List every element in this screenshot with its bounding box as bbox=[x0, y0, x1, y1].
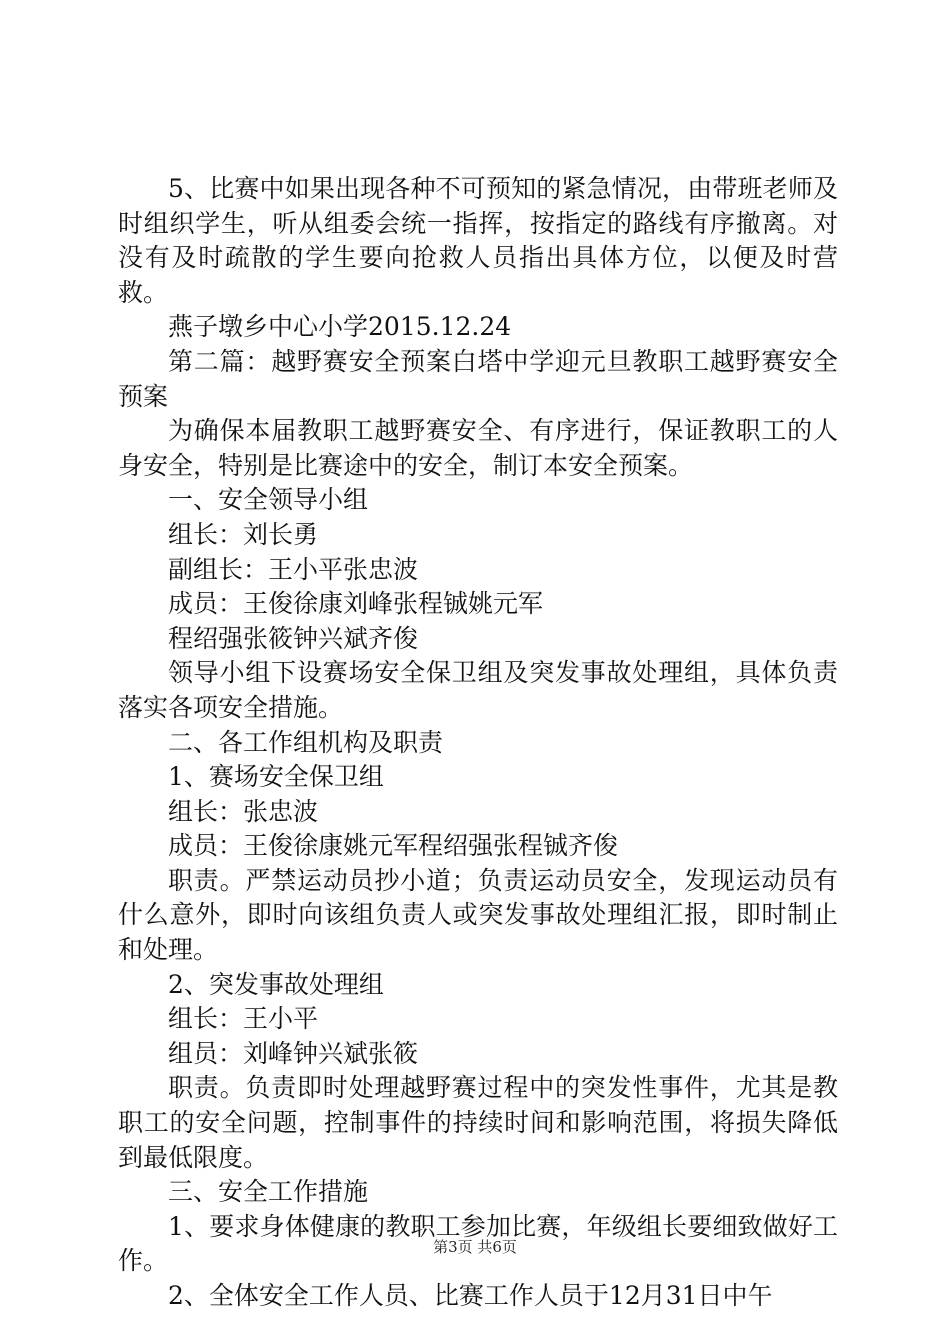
paragraph-deputy-leader: 副组长：王小平张忠波 bbox=[168, 554, 419, 584]
paragraph-second-article-title: 第二篇：越野赛安全预案白塔中学迎元旦教职工越野赛安全预案 bbox=[118, 346, 838, 411]
paragraph-emergency-members: 组员：刘峰钟兴斌张筱 bbox=[168, 1038, 419, 1068]
heading-leadership-group: 一、安全领导小组 bbox=[168, 485, 369, 515]
paragraph-security-duties: 职责。严禁运动员抄小道；负责运动员安全，发现运动员有什么意外，即时向该组负责人或突发事故处理组汇报，即时制止和处理。 bbox=[118, 865, 838, 965]
paragraph-emergency-evacuation: 5、比赛中如果出现各种不可预知的紧急情况，由带班老师及时组织学生，听从组委会统一指挥，按指定的路线有序撤离。对没有及时疏散的学生要向抢救人员指出具体方位，以便及时营救。 bbox=[118, 174, 838, 307]
paragraph-school-date: 燕子墩乡中心小学2015.12.24 bbox=[168, 312, 512, 342]
paragraph-purpose: 为确保本届教职工越野赛安全、有序进行，保证教职工的人身安全，特别是比赛途中的安全，制订本安全预案。 bbox=[118, 416, 838, 480]
paragraph-members-continued: 程绍强张筱钟兴斌齐俊 bbox=[168, 623, 419, 653]
paragraph-security-leader: 组长：张忠波 bbox=[168, 796, 319, 826]
paragraph-emergency-duties: 职责。负责即时处理越野赛过程中的突发性事件，尤其是教职工的安全问题，控制事件的持续时间和影响范围，将损失降低到最低限度。 bbox=[118, 1073, 838, 1172]
page-footer: 第3页 共6页 bbox=[433, 1238, 517, 1256]
heading-emergency-group: 2、突发事故处理组 bbox=[168, 969, 384, 999]
heading-work-groups: 二、各工作组机构及职责 bbox=[168, 727, 444, 757]
paragraph-group-leader: 组长：刘长勇 bbox=[168, 519, 319, 549]
heading-security-group: 1、赛场安全保卫组 bbox=[168, 762, 384, 792]
paragraph-security-members: 成员：王俊徐康姚元军程绍强张程铖齐俊 bbox=[168, 831, 619, 861]
paragraph-measure-2: 2、全体安全工作人员、比赛工作人员于12月31日中午 bbox=[168, 1281, 773, 1310]
paragraph-members: 成员：王俊徐康刘峰张程铖姚元军 bbox=[168, 589, 544, 619]
heading-safety-measures: 三、安全工作措施 bbox=[168, 1177, 369, 1207]
document-body bbox=[118, 172, 838, 1314]
paragraph-emergency-leader: 组长：王小平 bbox=[168, 1004, 319, 1034]
paragraph-measure-1: 1、要求身体健康的教职工参加比赛，年级组长要细致做好工作。 bbox=[118, 1211, 838, 1276]
paragraph-subgroups: 领导小组下设赛场安全保卫组及突发事故处理组，具体负责落实各项安全措施。 bbox=[118, 658, 838, 722]
